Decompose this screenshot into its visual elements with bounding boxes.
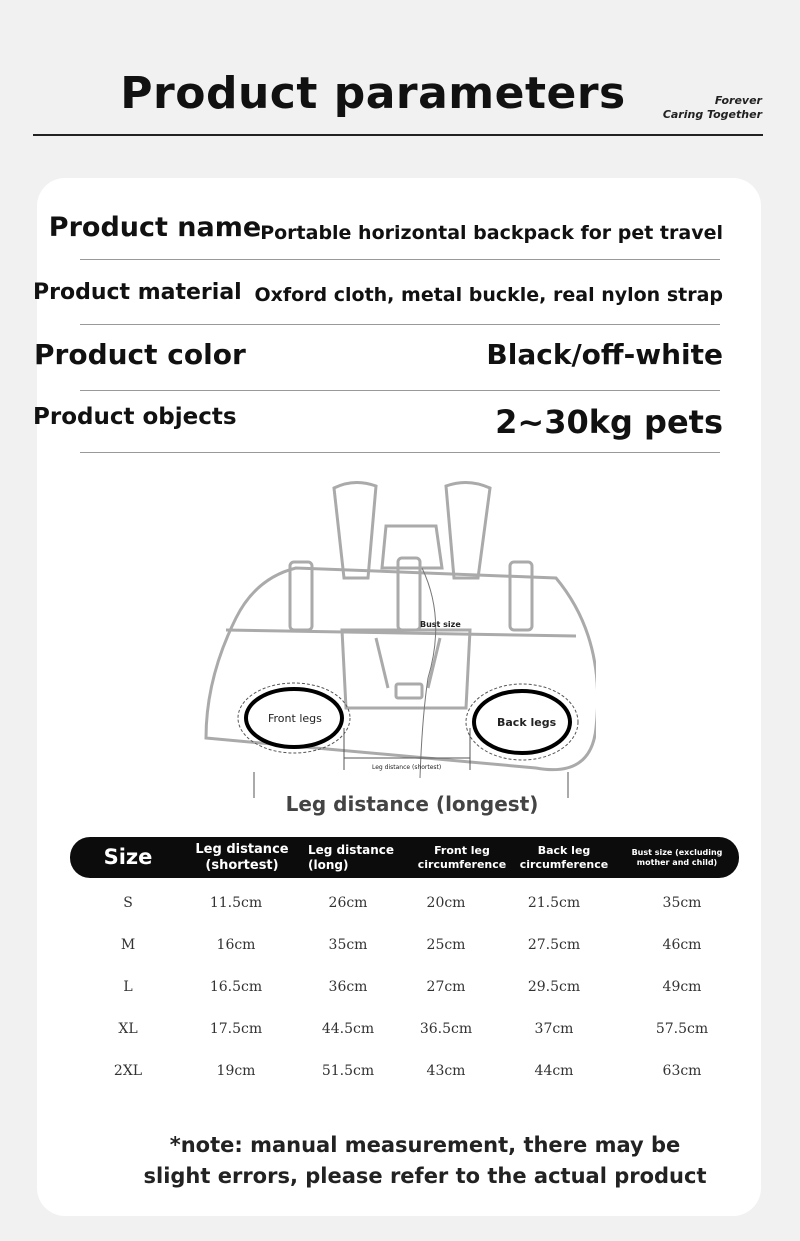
size-table-header — [70, 837, 739, 878]
param-value: Oxford cloth, metal buckle, real nylon strap — [254, 284, 723, 306]
header-text: Back leg — [537, 844, 591, 858]
param-value: Black/off-white — [486, 338, 723, 371]
header-text: Front leg — [434, 844, 490, 858]
header-text: circumference — [417, 857, 507, 871]
param-label: Product color — [34, 338, 246, 371]
param-value: 2~30kg pets — [495, 403, 723, 441]
cell-back: 27.5cm — [527, 937, 581, 953]
table-row — [70, 1011, 739, 1053]
header-text: (long) — [308, 857, 349, 872]
cell-leg-long: 51.5cm — [321, 1063, 375, 1079]
param-label: Product name — [48, 212, 262, 243]
cell-leg-short: 11.5cm — [209, 895, 263, 911]
cell-back: 29.5cm — [527, 979, 581, 995]
header-divider — [33, 134, 763, 136]
header-back-leg — [514, 837, 614, 878]
param-label: Product objects — [33, 404, 237, 430]
cell-leg-short: 16cm — [216, 937, 256, 953]
cell-size: 2XL — [113, 1063, 143, 1079]
cell-leg-short: 19cm — [216, 1063, 256, 1079]
param-divider — [80, 324, 720, 325]
brand-slogan — [663, 94, 762, 122]
cell-bust: 49cm — [662, 979, 702, 995]
header-text: circumference — [519, 857, 609, 871]
bust-size-line — [420, 568, 436, 778]
table-row — [70, 969, 739, 1011]
cell-size: M — [120, 937, 136, 953]
cell-back: 21.5cm — [527, 895, 581, 911]
cell-front: 25cm — [426, 937, 466, 953]
param-divider — [80, 390, 720, 391]
cell-bust: 63cm — [662, 1063, 702, 1079]
cell-leg-long: 35cm — [328, 937, 368, 953]
cell-size: XL — [118, 1021, 138, 1037]
cell-front: 36.5cm — [419, 1021, 473, 1037]
note-line-1: *note: manual measurement, there may be — [169, 1133, 681, 1157]
cell-front: 27cm — [426, 979, 466, 995]
header-text: Bust size (excluding — [631, 847, 723, 857]
table-row — [70, 1053, 739, 1095]
cell-bust: 35cm — [662, 895, 702, 911]
header-size: Size — [103, 844, 153, 869]
header-leg-long — [308, 837, 408, 878]
cell-size: L — [123, 979, 133, 995]
cell-size: S — [123, 895, 133, 911]
carrier-diagram — [196, 478, 596, 818]
header-text: Leg distance — [195, 841, 289, 857]
cell-leg-short: 17.5cm — [209, 1021, 263, 1037]
table-row — [70, 885, 739, 927]
param-divider — [80, 259, 720, 260]
cell-leg-long: 26cm — [328, 895, 368, 911]
note-line-2: slight errors, please refer to the actual product — [143, 1164, 707, 1188]
cell-back: 37cm — [534, 1021, 574, 1037]
back-legs-label: Back legs — [497, 716, 557, 729]
slogan-line-1: Forever — [714, 94, 762, 107]
page-title: Product parameters — [120, 68, 626, 119]
cell-back: 44cm — [534, 1063, 574, 1079]
bust-size-label: Bust size — [420, 620, 461, 629]
longest-distance-label: Leg distance (longest) — [285, 792, 539, 816]
front-legs-label: Front legs — [268, 712, 322, 725]
cell-leg-short: 16.5cm — [209, 979, 263, 995]
cell-front: 20cm — [426, 895, 466, 911]
cell-bust: 57.5cm — [655, 1021, 709, 1037]
param-divider — [80, 452, 720, 453]
param-label: Product material — [33, 280, 242, 305]
header-text: (shortest) — [205, 857, 279, 873]
shortest-distance-label: Leg distance (shortest) — [372, 764, 442, 771]
slogan-line-2: Caring Together — [662, 108, 762, 121]
measurement-note — [0, 1130, 800, 1192]
header-text: Leg distance — [308, 843, 395, 858]
param-value: Portable horizontal backpack for pet travel — [260, 222, 723, 244]
table-row — [70, 927, 739, 969]
header-bust-size — [622, 837, 732, 878]
cell-leg-long: 44.5cm — [321, 1021, 375, 1037]
header-leg-shortest — [182, 837, 302, 878]
cell-leg-long: 36cm — [328, 979, 368, 995]
header-front-leg — [410, 837, 514, 878]
cell-front: 43cm — [426, 1063, 466, 1079]
header-text: mother and child) — [636, 857, 718, 867]
cell-bust: 46cm — [662, 937, 702, 953]
